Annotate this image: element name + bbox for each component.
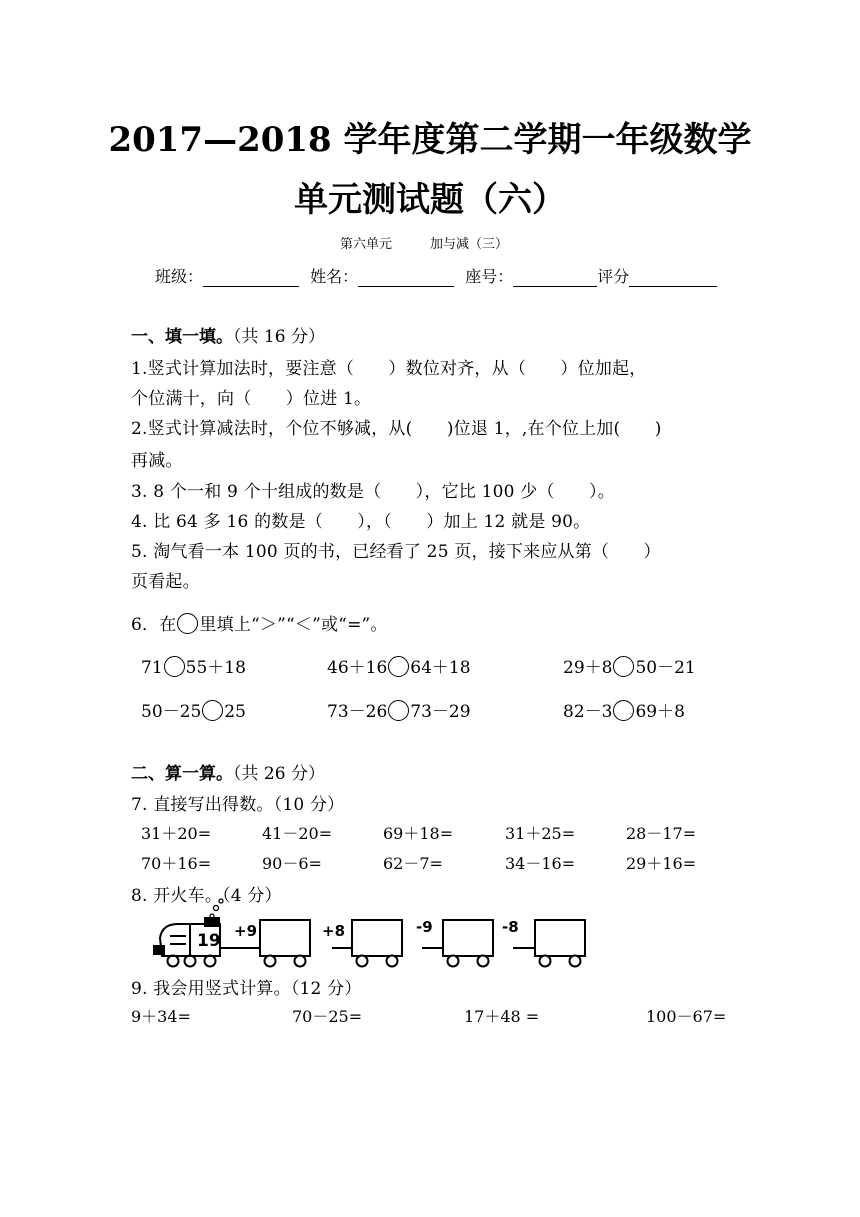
q7: 7. 直接写出得数。（10 分） (131, 795, 345, 815)
name-label: 姓名： (310, 267, 359, 286)
compare-item: 71 55＋18 (141, 658, 246, 678)
q2-line-2: 再减。 (131, 451, 183, 471)
subtitle-unit: 第六单元 (340, 237, 393, 252)
calc-item: 70＋16= (141, 854, 212, 873)
train-op: +9 (234, 922, 258, 940)
smoke-icon (210, 899, 223, 918)
q5-line-1: 5. 淘气看一本 100 页的书，已经看了 25 页，接下来应从第（ ） (131, 542, 661, 562)
compare-circle[interactable] (613, 656, 634, 677)
vertical-calc-item: 70－25= (292, 1007, 363, 1026)
score-field[interactable] (629, 270, 717, 287)
compare-item: 82－3 69＋8 (563, 702, 685, 722)
compare-item: 29＋8 50－21 (563, 658, 696, 678)
wheel-icons (265, 956, 581, 967)
q6-suffix: 里填上“＞”“＜”或“=”。 (199, 615, 388, 635)
train-illustration (150, 898, 600, 970)
section-2-points: （共 26 分） (233, 764, 325, 784)
seat-label: 座号： (465, 267, 514, 286)
calc-item: 29＋16= (626, 854, 697, 873)
calc-item: 90－6= (262, 854, 322, 873)
train-car[interactable] (443, 920, 493, 956)
calc-item: 28－17= (626, 824, 697, 843)
calc-item: 69＋18= (383, 824, 454, 843)
q9: 9. 我会用竖式计算。（12 分） (131, 979, 362, 999)
compare-circle[interactable] (202, 700, 223, 721)
vertical-calc-item: 9＋34= (131, 1007, 191, 1026)
q5-line-2: 页看起。 (131, 572, 200, 592)
calc-item: 62－7= (383, 854, 443, 873)
score-label: 评分 (597, 267, 630, 286)
subtitle-topic: 加与减（三） (430, 237, 509, 252)
title-line-2: 单元测试题（六） (294, 180, 566, 220)
calc-item: 31＋20= (141, 824, 212, 843)
section-2-heading (131, 759, 325, 784)
seat-field[interactable] (513, 270, 597, 287)
train-car[interactable] (260, 920, 310, 956)
class-label: 班级： (155, 267, 204, 286)
compare-circle[interactable] (388, 656, 409, 677)
calc-item: 34－16= (505, 854, 576, 873)
section-1-title: 一、填一填。 (131, 327, 233, 347)
train-op: -8 (502, 918, 519, 936)
train-op: +8 (322, 922, 346, 940)
compare-circle[interactable] (164, 656, 185, 677)
circle-icon (177, 613, 198, 634)
train-start-number: 19 (197, 931, 221, 951)
vertical-calc-item: 17＋48 = (464, 1007, 540, 1026)
compare-item: 46＋16 64＋18 (327, 658, 471, 678)
compare-item: 50－25 25 (141, 702, 246, 722)
q1-line-2: 个位满十，向（ ）位进 1。 (131, 389, 372, 409)
train-op: -9 (416, 918, 433, 936)
q2-line-1: 2.竖式计算减法时，个位不够减，从( )位退 1，,在个位上加( ) (131, 419, 662, 439)
compare-circle[interactable] (613, 700, 634, 721)
vertical-calc-item: 100－67= (646, 1007, 727, 1026)
compare-item: 73－26 73－29 (327, 702, 471, 722)
train-car[interactable] (535, 920, 585, 956)
train-car[interactable] (352, 920, 402, 956)
q4: 4. 比 64 多 16 的数是（ ），（ ）加上 12 就是 90。 (131, 512, 591, 532)
title-line-1: 2017—2018 学年度第二学期一年级数学 (108, 120, 752, 160)
q1-line-1: 1.竖式计算加法时，要注意（ ）数位对齐，从（ ）位加起， (131, 359, 647, 379)
q3: 3. 8 个一和 9 个十组成的数是（ ），它比 100 少（ ）。 (131, 482, 615, 502)
calc-item: 41－20= (262, 824, 333, 843)
name-field[interactable] (358, 270, 454, 287)
q8: 8. 开火车。（4 分） (131, 886, 282, 906)
compare-circle[interactable] (388, 700, 409, 721)
section-2-title: 二、算一算。 (131, 764, 233, 784)
section-1-points: （共 16 分） (233, 327, 325, 347)
student-info-line (155, 264, 717, 287)
class-field[interactable] (203, 270, 299, 287)
q6-prefix: 6．在 (131, 615, 177, 635)
q6 (131, 610, 388, 636)
section-1-heading (131, 322, 325, 347)
calc-item: 31＋25= (505, 824, 576, 843)
